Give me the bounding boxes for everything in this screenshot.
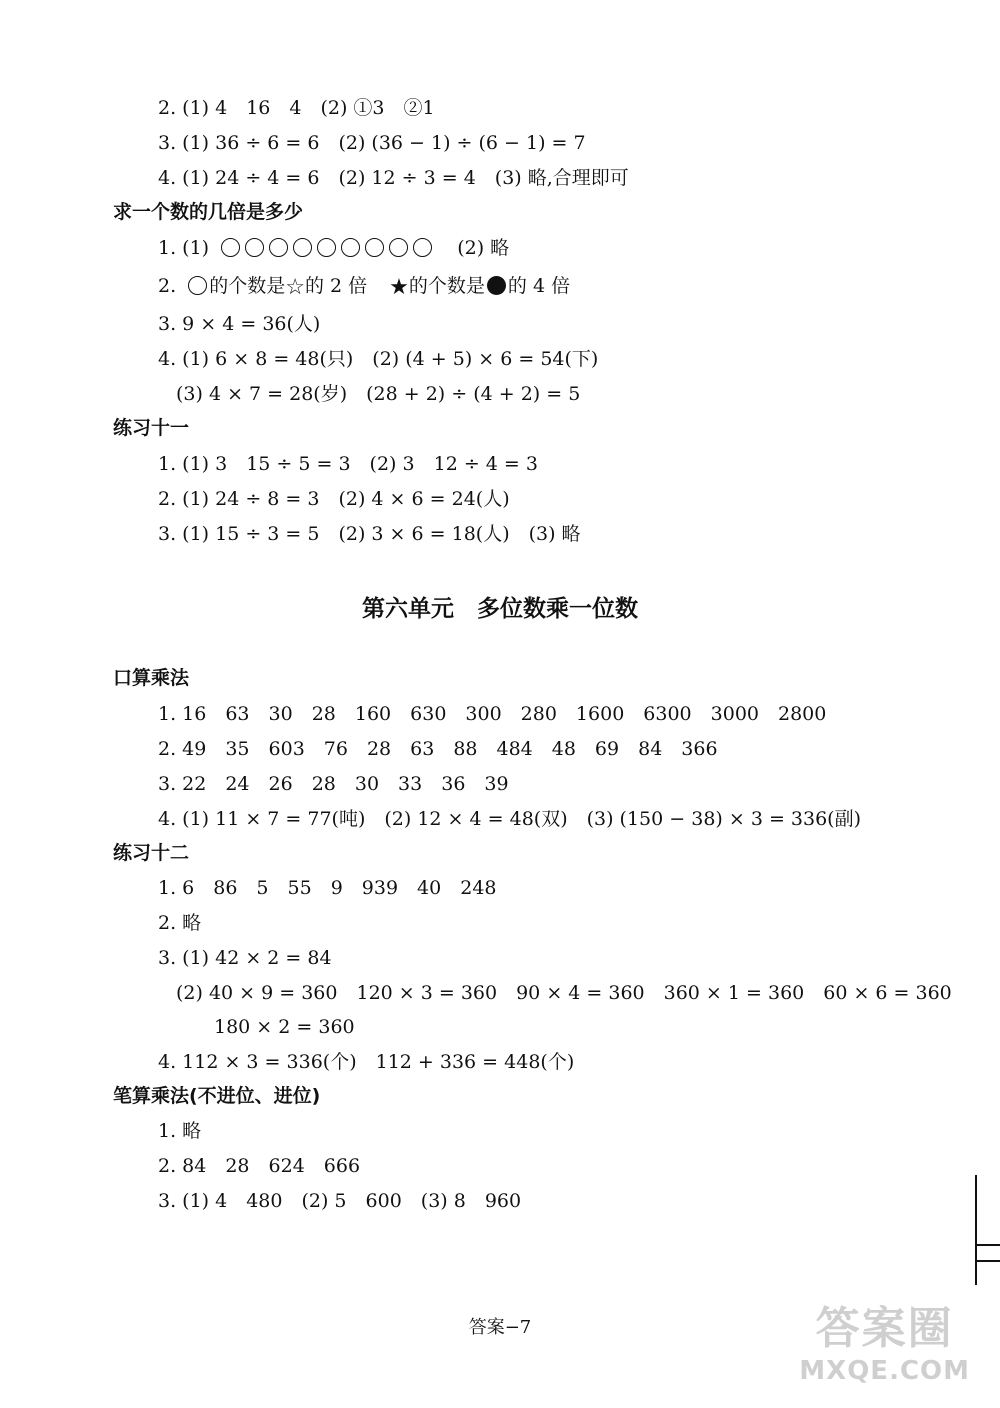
answer-line: 3. (1) 36 ÷ 6 = 6 (2) (36 − 1) ÷ (6 − 1) = 7 <box>158 132 586 154</box>
answer-text: 的 2 倍 <box>304 275 368 297</box>
circle-icon <box>389 238 408 257</box>
circle-icon <box>317 238 336 257</box>
black-star-icon: ★ <box>389 275 409 300</box>
answer-prefix: 1. (1) <box>158 237 210 259</box>
answer-suffix: (2) 略 <box>457 237 510 259</box>
watermark-title: 答案圈 <box>815 1303 954 1354</box>
answer-line: 1. 16 63 30 28 160 630 300 280 1600 6300 3000 2800 <box>158 703 827 725</box>
white-star-icon: ☆ <box>285 275 305 300</box>
answer-line: 1. 略 <box>158 1120 202 1142</box>
circle-icon <box>293 238 312 257</box>
answer-line: 2. (1) 24 ÷ 8 = 3 (2) 4 × 6 = 24(人) <box>158 488 510 510</box>
section-heading: 笔算乘法(不进位、进位) <box>113 1085 321 1107</box>
circle-icon <box>413 238 432 257</box>
watermark-url: MXQE.COM <box>799 1356 970 1386</box>
answer-prefix: 2. <box>158 275 177 297</box>
answer-line: 3. 9 × 4 = 36(人) <box>158 313 321 335</box>
black-circle-icon <box>487 276 506 295</box>
answer-line-circles <box>158 235 509 261</box>
answer-line: (2) 40 × 9 = 360 120 × 3 = 360 90 × 4 = 360 360 × 1 = 360 60 × 6 = 360 <box>176 982 952 1004</box>
watermark-logo <box>799 1292 970 1386</box>
section-heading: 求一个数的几倍是多少 <box>113 201 304 223</box>
answer-line: 4. (1) 6 × 8 = 48(只) (2) (4 + 5) × 6 = 54(下) <box>158 348 599 370</box>
section-heading: 练习十一 <box>113 417 190 439</box>
answer-text: 的个数是 <box>209 275 286 297</box>
answer-line-shapes <box>158 273 570 301</box>
circle-icon <box>341 238 360 257</box>
answer-line: 180 × 2 = 360 <box>214 1016 355 1038</box>
circle-icon <box>245 238 264 257</box>
page-number: 答案−7 <box>468 1317 532 1338</box>
answer-line: 4. (1) 24 ÷ 4 = 6 (2) 12 ÷ 3 = 4 (3) 略,合理即可 <box>158 167 629 189</box>
answer-line: 4. 112 × 3 = 336(个) 112 + 336 = 448(个) <box>158 1051 575 1073</box>
section-heading: 口算乘法 <box>113 667 190 689</box>
answer-line: 2. 84 28 624 666 <box>158 1155 361 1177</box>
answer-line: 3. (1) 42 × 2 = 84 <box>158 947 332 969</box>
answer-line: (3) 4 × 7 = 28(岁) (28 + 2) ÷ (4 + 2) = 5 <box>176 383 581 405</box>
section-heading: 练习十二 <box>113 842 190 864</box>
circle-icon <box>221 238 240 257</box>
answer-line: 1. 6 86 5 55 9 939 40 248 <box>158 877 497 899</box>
answer-line: 2. 49 35 603 76 28 63 88 484 48 69 84 366 <box>158 738 718 760</box>
white-circle-icon <box>188 276 207 295</box>
answer-line: 3. 22 24 26 28 30 33 36 39 <box>158 773 509 795</box>
answer-line: 3. (1) 15 ÷ 3 = 5 (2) 3 × 6 = 18(人) (3) 略 <box>158 523 581 545</box>
unit-title: 第六单元 多位数乘一位数 <box>362 596 638 622</box>
answer-line: 2. (1) 4 16 4 (2) ①3 ②1 <box>158 97 435 119</box>
answer-line: 2. 略 <box>158 912 202 934</box>
answer-line: 4. (1) 11 × 7 = 77(吨) (2) 12 × 4 = 48(双) (3) (150 − 38) × 3 = 336(副) <box>158 808 862 830</box>
answer-text: 的个数是 <box>408 275 485 297</box>
circle-icon <box>365 238 384 257</box>
circle-icon <box>269 238 288 257</box>
answer-line: 1. (1) 3 15 ÷ 5 = 3 (2) 3 12 ÷ 4 = 3 <box>158 453 538 475</box>
answer-text: 的 4 倍 <box>507 275 571 297</box>
page-edge-marks <box>972 1175 1000 1285</box>
circle-row <box>221 237 443 259</box>
answer-line: 3. (1) 4 480 (2) 5 600 (3) 8 960 <box>158 1190 522 1212</box>
